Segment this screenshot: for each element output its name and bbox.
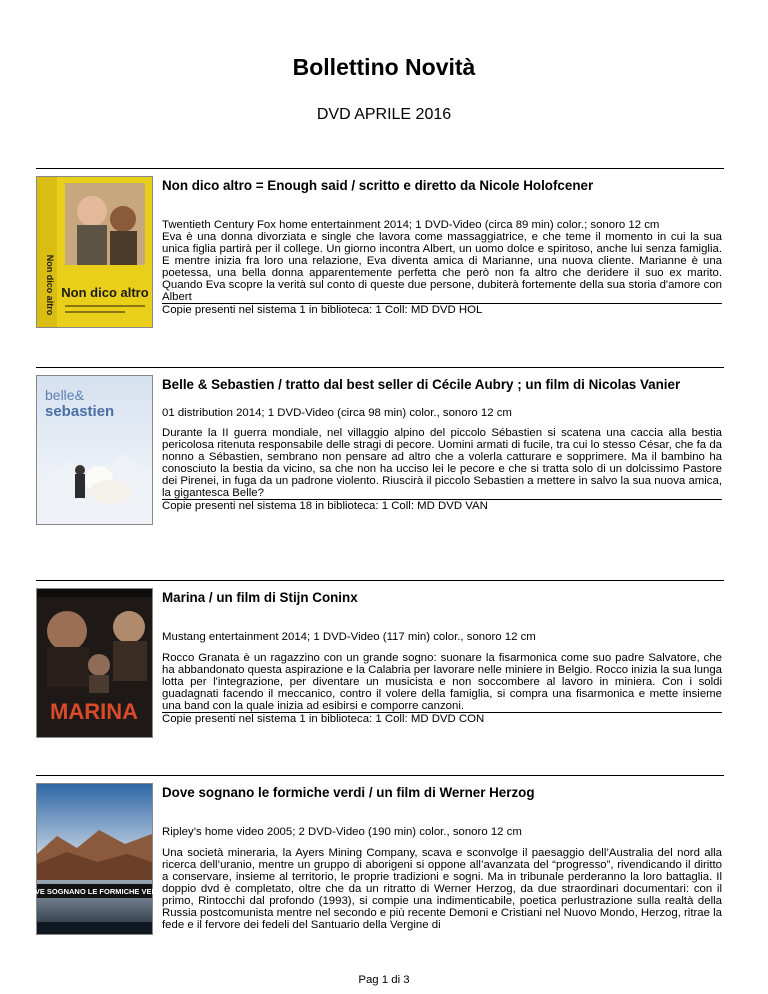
entry-copies: Copie presenti nel sistema 1 in biblioteca: 1 Coll: MD DVD HOL (162, 303, 722, 316)
cover-title-text: belle& (45, 387, 84, 403)
dvd-cover-image (36, 588, 153, 738)
svg-text:sebastien: sebastien (45, 403, 115, 420)
entry-copies: Copie presenti nel sistema 1 in biblioteca: 1 Coll: MD DVD CON (162, 712, 722, 725)
entry-body (162, 775, 722, 931)
entry-body (162, 367, 722, 512)
page-title: Bollettino Novità (292, 54, 476, 80)
entry-body (162, 168, 722, 316)
entry-title: Non dico altro = Enough said / scritto e diretto da Nicole Holofcener (162, 178, 594, 193)
entry-title: Belle & Sebastien / tratto dal best seller di Cécile Aubry ; un film di Nicolas Vanier (162, 377, 681, 392)
page-subtitle: DVD APRILE 2016 (316, 106, 452, 123)
cover-title-text: DOVE SOGNANO LE FORMICHE VERDI (23, 887, 165, 896)
dvd-cover-image (23, 783, 165, 935)
svg-text:Non dico altro: Non dico altro (45, 254, 55, 316)
entry-description: Durante la II guerra mondiale, nel villaggio alpino del piccolo Sébastien si scatena una caccia alla bestia pericolosa ritenuta responsabile delle stragi di pecore. Uomini armati di fucile, tra cui lo stesso César, che fa da nonno a Sébastien, sembrano non pensare ad altro che a volerla catturare e sopprimere. Ma il bambino ha conosciuto la bestia da vicino, sa che non ha ucciso lei le pecore e che si tratta solo di un dolcissimo Pastore dei Pirenei, in fuga da un padrone violento. Riuscirà il piccolo Sebastien a mettere in salvo la sua nuova amica, la gigantesca Belle? (162, 427, 722, 499)
cover-title-text: MARINA (50, 699, 138, 724)
entry-title: Marina / un film di Stijn Coninx (162, 590, 358, 605)
page-number: Pag 1 di 3 (358, 974, 410, 986)
dvd-cover-image (36, 176, 153, 328)
entry-publisher: Twentieth Century Fox home entertainment 2014; 1 DVD-Video (circa 89 min) color.; sonoro 12 cm (162, 219, 660, 231)
entry-publisher: Ripley’s home video 2005; 2 DVD-Video (190 min) color., sonoro 12 cm (162, 826, 522, 838)
dvd-cover-image (36, 375, 153, 525)
entry-copies: Copie presenti nel sistema 18 in biblioteca: 1 Coll: MD DVD VAN (162, 499, 722, 512)
entry-publisher: Mustang entertainment 2014; 1 DVD-Video (117 min) color., sonoro 12 cm (162, 631, 536, 643)
entry-description: Una società mineraria, la Ayers Mining Company, scava e sconvolge il paesaggio dell’Australia del nord alla ricerca dell’uranio, mentre un gruppo di aborigeni si oppone all’avanzata del “progresso”, rivendicando il diritto a conservare, insieme al territorio, le proprie tradizioni e sogni. Ma in tribunale perderanno la loro battaglia. Il doppio dvd è completato, oltre che da un ritratto di Werner Herzog, da due straordinari documentari: con il primo, Rintocchi dal profondo (1993), si compie una indimenticabile, poetica perlustrazione sulla realtà della Russia postcomunista mentre nel secondo e più recente Demoni e Cristiani nel Nuovo Mondo, Herzog, ritrae la fede e il fervore dei fedeli del Santuario della Vergine di (162, 847, 722, 931)
entry-body (162, 580, 722, 725)
entry-description: Rocco Granata è un ragazzino con un grande sogno: suonare la fisarmonica come suo padre Salvatore, che ha abbandonato questa aspirazione e la Calabria per lavorare nelle miniere in Belgio. Rocco inizia la sua lunga lotta per l'integrazione, per diventare un musicista e non soccombere al lavoro in miniera. Con i soldi guadagnati facendo il meccanico, contro il volere della famiglia, si compra una fisarmonica e mette insieme una band con la quale inizia ad esibirsi e comporre canzoni. (162, 652, 722, 712)
entry-publisher: 01 distribution 2014; 1 DVD-Video (circa 98 min) color., sonoro 12 cm (162, 407, 512, 419)
cover-title-text: Non dico altro (61, 285, 149, 300)
entry-description: Eva è una donna divorziata e single che lavora come massaggiatrice, e che teme il momento in cui la sua unica figlia partirà per il college. Un giorno incontra Albert, un uomo dolce e spiritoso, anche lui senza famiglia. E mentre inizia fra loro una relazione, Eva diventa amica di Marianne, una nuova cliente. Marianne è una poetessa, una bella donna apparentemente perfetta che però non fa altro che deridere il suo ex marito. Quando Eva scopre la verità sul conto di queste due persone, dubiterà fortemente della sua storia d'amore con Albert (162, 231, 722, 303)
entry-title: Dove sognano le formiche verdi / un film di Werner Herzog (162, 785, 535, 800)
